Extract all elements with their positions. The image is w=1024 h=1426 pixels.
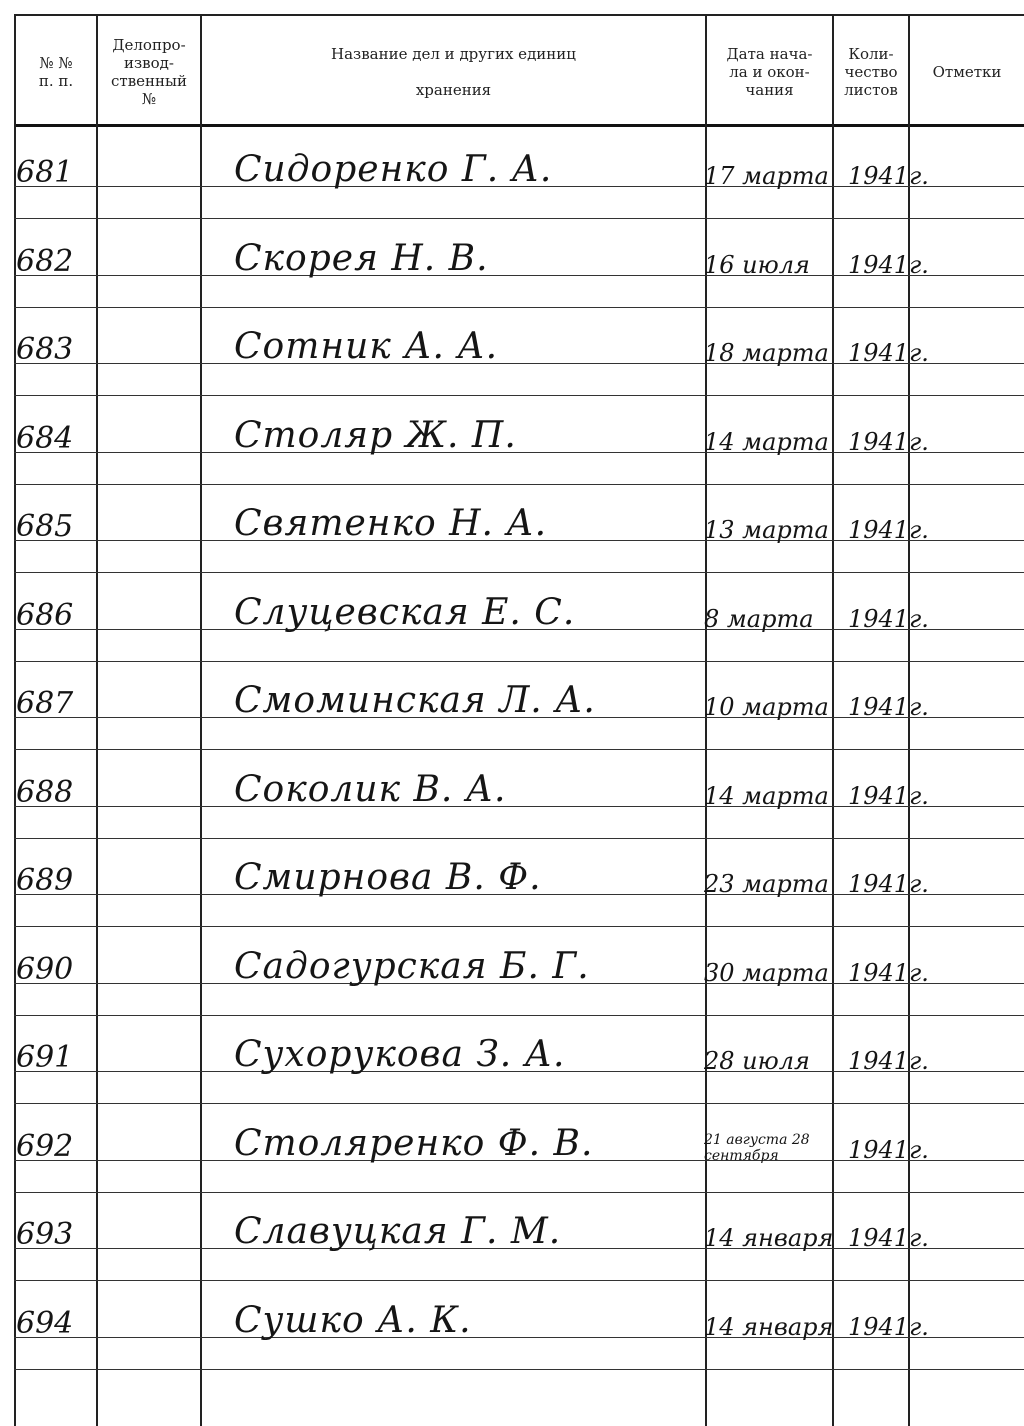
row-date: 18 марта	[704, 339, 829, 367]
table-row	[14, 1104, 1024, 1192]
table-row	[14, 661, 1024, 749]
header-divider	[14, 124, 1024, 127]
table-row	[14, 838, 1024, 926]
row-name: Сотник А. А.	[234, 326, 499, 367]
header-notes: Отметки	[932, 63, 1002, 81]
row-name: Столяр Ж. П.	[234, 414, 517, 456]
table-row	[14, 1281, 1024, 1369]
table-row	[14, 573, 1024, 661]
row-number: 685	[16, 509, 74, 544]
table-row	[14, 750, 1024, 838]
row-number: 682	[16, 243, 74, 279]
row-number: 690	[16, 951, 74, 987]
row-date: 16 июля	[704, 250, 810, 279]
table-row	[14, 130, 1024, 218]
row-name: Смоминская Л. А.	[234, 680, 596, 721]
row-name: Слуцевская Е. С.	[234, 591, 576, 633]
row-year: 1941г.	[848, 693, 929, 721]
row-year: 1941г.	[848, 339, 929, 367]
row-date: 10 марта	[704, 693, 829, 721]
row-number: 691	[16, 1040, 74, 1075]
top-border	[14, 14, 1024, 16]
table-row	[14, 1192, 1024, 1280]
row-name: Столяренко Ф. В.	[234, 1122, 594, 1164]
row-name: Святенко Н. А.	[234, 503, 548, 544]
row-date: 30 марта	[704, 958, 829, 987]
row-date: 8 марта	[704, 604, 814, 633]
header-num: № № п. п.	[38, 54, 74, 90]
header-dates: Дата нача- ла и окон- чания	[726, 45, 813, 99]
row-year: 1941г.	[848, 427, 929, 456]
row-date: 21 августа 28 сентября	[704, 1131, 810, 1164]
row-year: 1941г.	[848, 1135, 929, 1164]
row-name: Славуцкая Г. М.	[234, 1211, 562, 1252]
row-number: 688	[16, 774, 74, 810]
table-row	[14, 307, 1024, 395]
row-date: 17 марта	[704, 162, 829, 190]
row-year: 1941г.	[848, 870, 929, 898]
table-row	[14, 1015, 1024, 1103]
row-date: 14 января	[704, 1312, 834, 1341]
row-number: 693	[16, 1217, 74, 1252]
row-name: Сушко А. К.	[234, 1299, 472, 1341]
row-date: 13 марта	[704, 516, 829, 544]
table-row	[14, 927, 1024, 1015]
row-year: 1941г.	[848, 1047, 929, 1075]
row-number: 692	[16, 1128, 74, 1164]
row-year: 1941г.	[848, 250, 929, 279]
row-number: 686	[16, 597, 74, 633]
row-year: 1941г.	[848, 1312, 929, 1341]
row-date: 14 марта	[704, 427, 829, 456]
header-title: Название дел и других единиц хранения	[331, 45, 576, 99]
row-number: 681	[16, 155, 74, 190]
row-date: 14 марта	[704, 781, 829, 810]
row-year: 1941г.	[848, 604, 929, 633]
row-number: 689	[16, 863, 74, 898]
row-name: Смирнова В. Ф.	[234, 857, 542, 898]
row-number: 694	[16, 1305, 74, 1341]
row-date: 14 января	[704, 1224, 834, 1252]
row-number: 683	[16, 332, 74, 367]
row-name: Скорея Н. В.	[234, 237, 489, 279]
row-number: 684	[16, 420, 74, 456]
row-date: 23 марта	[704, 870, 829, 898]
row-rule	[14, 1369, 1024, 1370]
row-number: 687	[16, 686, 74, 721]
table-row	[14, 484, 1024, 572]
row-date: 28 июля	[704, 1047, 810, 1075]
row-year: 1941г.	[848, 516, 929, 544]
header-office-number: Делопро- извод- ственный №	[111, 36, 187, 108]
row-year: 1941г.	[848, 781, 929, 810]
row-name: Сухорукова З. А.	[234, 1034, 566, 1075]
row-year: 1941г.	[848, 1224, 929, 1252]
header-sheets: Коли- чество листов	[844, 45, 898, 99]
row-name: Садогурская Б. Г.	[234, 945, 590, 987]
table-row	[14, 396, 1024, 484]
row-name: Сидоренко Г. А.	[234, 149, 553, 190]
table-row	[14, 219, 1024, 307]
row-name: Соколик В. А.	[234, 768, 507, 810]
row-year: 1941г.	[848, 958, 929, 987]
row-year: 1941г.	[848, 162, 929, 190]
